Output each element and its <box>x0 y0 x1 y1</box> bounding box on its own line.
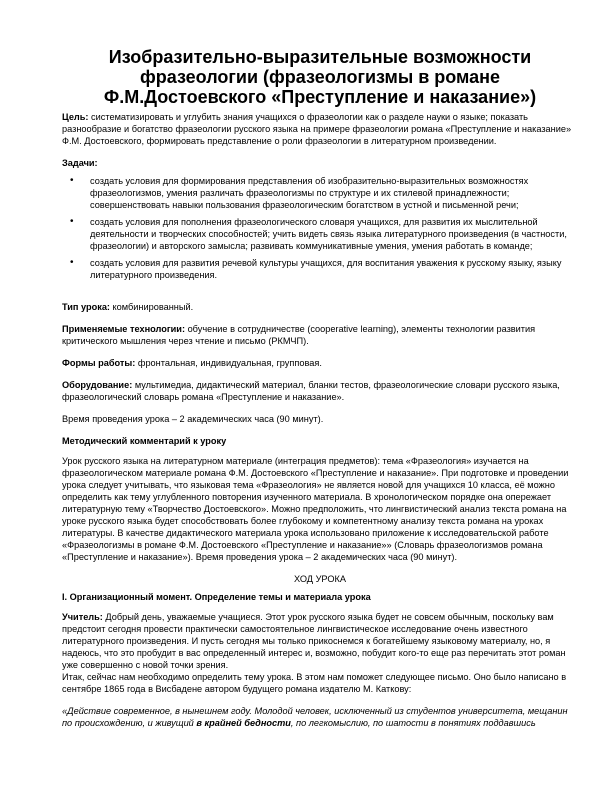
goal-paragraph <box>62 111 578 147</box>
teacher-paragraph-2: Итак, сейчас нам необходимо определить тему урока. В этом нам поможет следующее письмо. Оно было написано в сентябре 1865 года в Висбадене автором будущего романа издателю М. Каткову: <box>62 672 567 694</box>
technologies-label: Применяемые технологии: <box>62 324 186 334</box>
technologies-text: обучение в сотрудничестве (cooperative learning), элементы технологии развития критического мышления через чтение и письмо (РКМЧП). <box>62 324 536 346</box>
quote-bold: в крайней бедности <box>196 718 291 728</box>
tasks-list <box>62 175 578 281</box>
section1-heading: I. Организационный момент. Определение темы и материала урока <box>62 592 371 602</box>
quote-part-1: «Действие современное, в нынешнем году. Молодой человек, исключенный из студентов университета, мещанин по происхождению, и живущий <box>62 706 568 728</box>
lesson-type-text: комбинированный. <box>110 302 194 312</box>
equipment-text: мультимедиа, дидактический материал, бланки тестов, фразеологические словари русского языка, фразеологический словарь романа «Преступление и наказание». <box>62 380 560 402</box>
page-title: Изобразительно-выразительные возможности фразеологии (фразеологизмы в романе Ф.М.Достоевского «Преступление и наказание») <box>103 47 537 107</box>
equipment-label: Оборудование: <box>62 380 133 390</box>
list-item: • создать условия для развития речевой культуры учащихся, для воспитания уважения к русскому языку, языку литературного произведения. <box>70 257 578 281</box>
tasks-label: Задачи: <box>62 158 98 168</box>
method-paragraph: Урок русского языка на литературном материале (интеграция предметов): тема «Фразеология» изучается на фразеологическом материале романа Ф.М. Достоевского «Преступление и наказание». При подготовке и проведении урока следует учитывать, что языковая тема «Фразеология» не является новой для учащихся 10 класса, её можно определить как тему углубленного повторения изученного материала. В хронологическом порядке она опережает литературную тему «Творчество Достоевского». Можно предположить, что лингвистический анализ текста романа на уроке русского языка будет способствовать более глубокому и компетентному анализу текста романа на уроках литературы. В качестве дидактического материала урока использовано приложение к исследовательской работе «Фразеологизмы в романе Ф.М. Достоевского «Преступление и наказание»» (Словарь фразеологизмов романа «Преступление и наказание»). Время проведения урока – 2 академических часа (90 минут). <box>62 456 569 562</box>
technologies-paragraph <box>62 323 578 347</box>
duration-paragraph: Время проведения урока – 2 академических часа (90 минут). <box>62 414 324 424</box>
list-item: • создать условия для формирования представления об изобразительно-выразительных возможностях фразеологизмов, умения различать фразеологизмы по структуре и их стилевой принадлежности; совершенствовать навыки пользования фразеологическим богатством в устной и письменной речи; <box>70 175 578 211</box>
teacher-label: Учитель: <box>62 612 103 622</box>
list-item: • создать условия для пополнения фразеологического словаря учащихся, для развития их мыслительной деятельности и творческих способностей; учить видеть связь языка литературного произведения (в частности, фразеологии) и авторского замысла; развивать коммуникативные умения, умения работать в команде; <box>70 216 578 252</box>
work-forms-label: Формы работы: <box>62 358 136 368</box>
lesson-type-label: Тип урока: <box>62 302 110 312</box>
work-forms-text: фронтальная, индивидуальная, групповая. <box>135 358 322 368</box>
document-body <box>62 111 578 729</box>
method-heading: Методический комментарий к уроку <box>62 436 227 446</box>
goal-label: Цель: <box>62 112 89 122</box>
quote-paragraph <box>62 705 578 729</box>
lesson-course-heading: ХОД УРОКА <box>294 574 346 584</box>
work-forms-paragraph <box>62 357 578 369</box>
lesson-type-paragraph <box>62 301 578 313</box>
teacher-text: Добрый день, уважаемые учащиеся. Этот урок русского языка будет не совсем обычным, поскольку вам предстоит сегодня провести практически самостоятельное лингвистическое исследование очень известного литературного произведения. И пусть сегодня мы только прикоснемся к богатейшему языковому материалу, но, я надеюсь, что это пробудит в вас определенный интерес и, возможно, побудит кого-то еще раз перечитать этот роман уже совершенно с новой точки зрения. <box>62 612 566 670</box>
equipment-paragraph <box>62 379 578 403</box>
teacher-paragraph <box>62 611 578 671</box>
goal-text: систематизировать и углубить знания учащихся о фразеологии как о разделе науки о языке; показать разнообразие и богатство фразеологии русского языка на примере фразеологии романа «Преступление и наказание» Ф.М. Достоевского, формировать представление о роли фразеологии в литературном произведении. <box>62 112 572 146</box>
quote-part-2: , по легкомыслию, по шатости в понятиях поддавшись <box>290 718 536 728</box>
